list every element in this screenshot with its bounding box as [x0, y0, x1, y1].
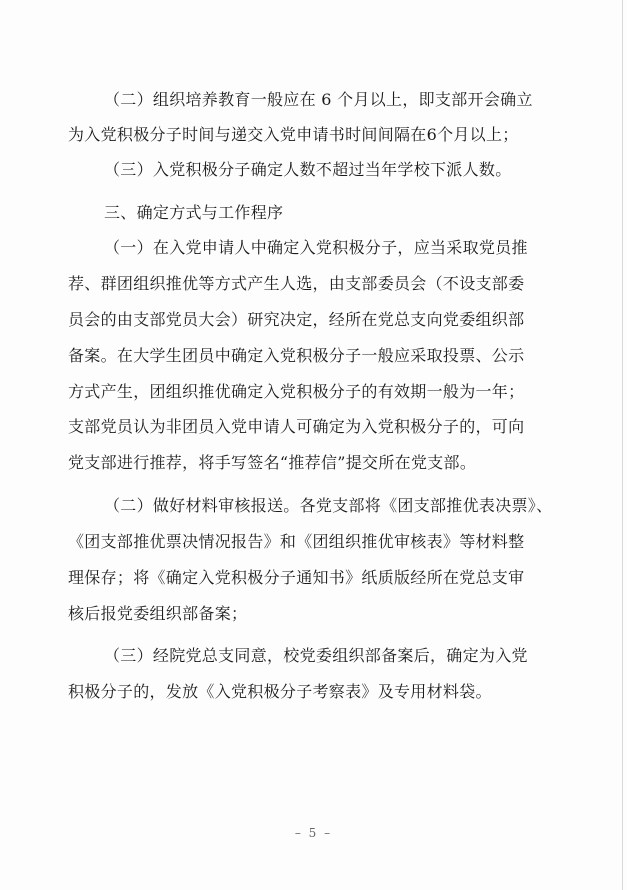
text-line: （二）做好材料审核报送。各党支部将《团支部推优表决票》、	[104, 496, 553, 515]
text-line: 积极分子的，发放《入党积极分子考察表》及专用材料袋。	[68, 682, 492, 701]
text-line: 为入党积极分子时间与递交入党申请书时间间隔在6个月以上；	[68, 125, 519, 144]
text-line: 方式产生，团组织推优确定入党积极分子的有效期一般为一年；	[68, 382, 525, 401]
text-line: （二）组织培养教育一般应在 6 个月以上，即支部开会确立	[104, 90, 533, 109]
text-line: （三）经院党总支同意，校党委组织部备案后，确定为入党	[104, 646, 528, 665]
text-line: 理保存；将《确定入党积极分子通知书》纸质版经所在党总支审	[68, 568, 525, 587]
text-line: 《团支部推优票决情况报告》和《团组织推优审核表》等材料整	[68, 532, 525, 551]
text-line: 荐、群团组织推优等方式产生人选，由支部委员会（不设支部委	[68, 274, 525, 293]
page-number: – 5 –	[294, 826, 333, 840]
text-line: （三）入党积极分子确定人数不超过当年学校下派人数。	[104, 160, 512, 179]
text-line: 员会的由支部党员大会）研究决定，经所在党总支向党委组织部	[68, 310, 525, 329]
text-line: （一）在入党申请人中确定入党积极分子，应当采取党员推	[104, 238, 528, 257]
text-line: 支部党员认为非团员入党申请人可确定为入党积极分子的，可向	[68, 417, 525, 436]
section-heading: 三、确定方式与工作程序	[104, 203, 284, 222]
page-edge	[622, 0, 623, 890]
text-line: 核后报党委组织部备案；	[68, 604, 248, 623]
text-line: 党支部进行推荐，将手写签名“推荐信”提交所在党支部。	[68, 453, 477, 472]
text-line: 备案。在大学生团员中确定入党积极分子一般应采取投票、公示	[68, 346, 525, 365]
